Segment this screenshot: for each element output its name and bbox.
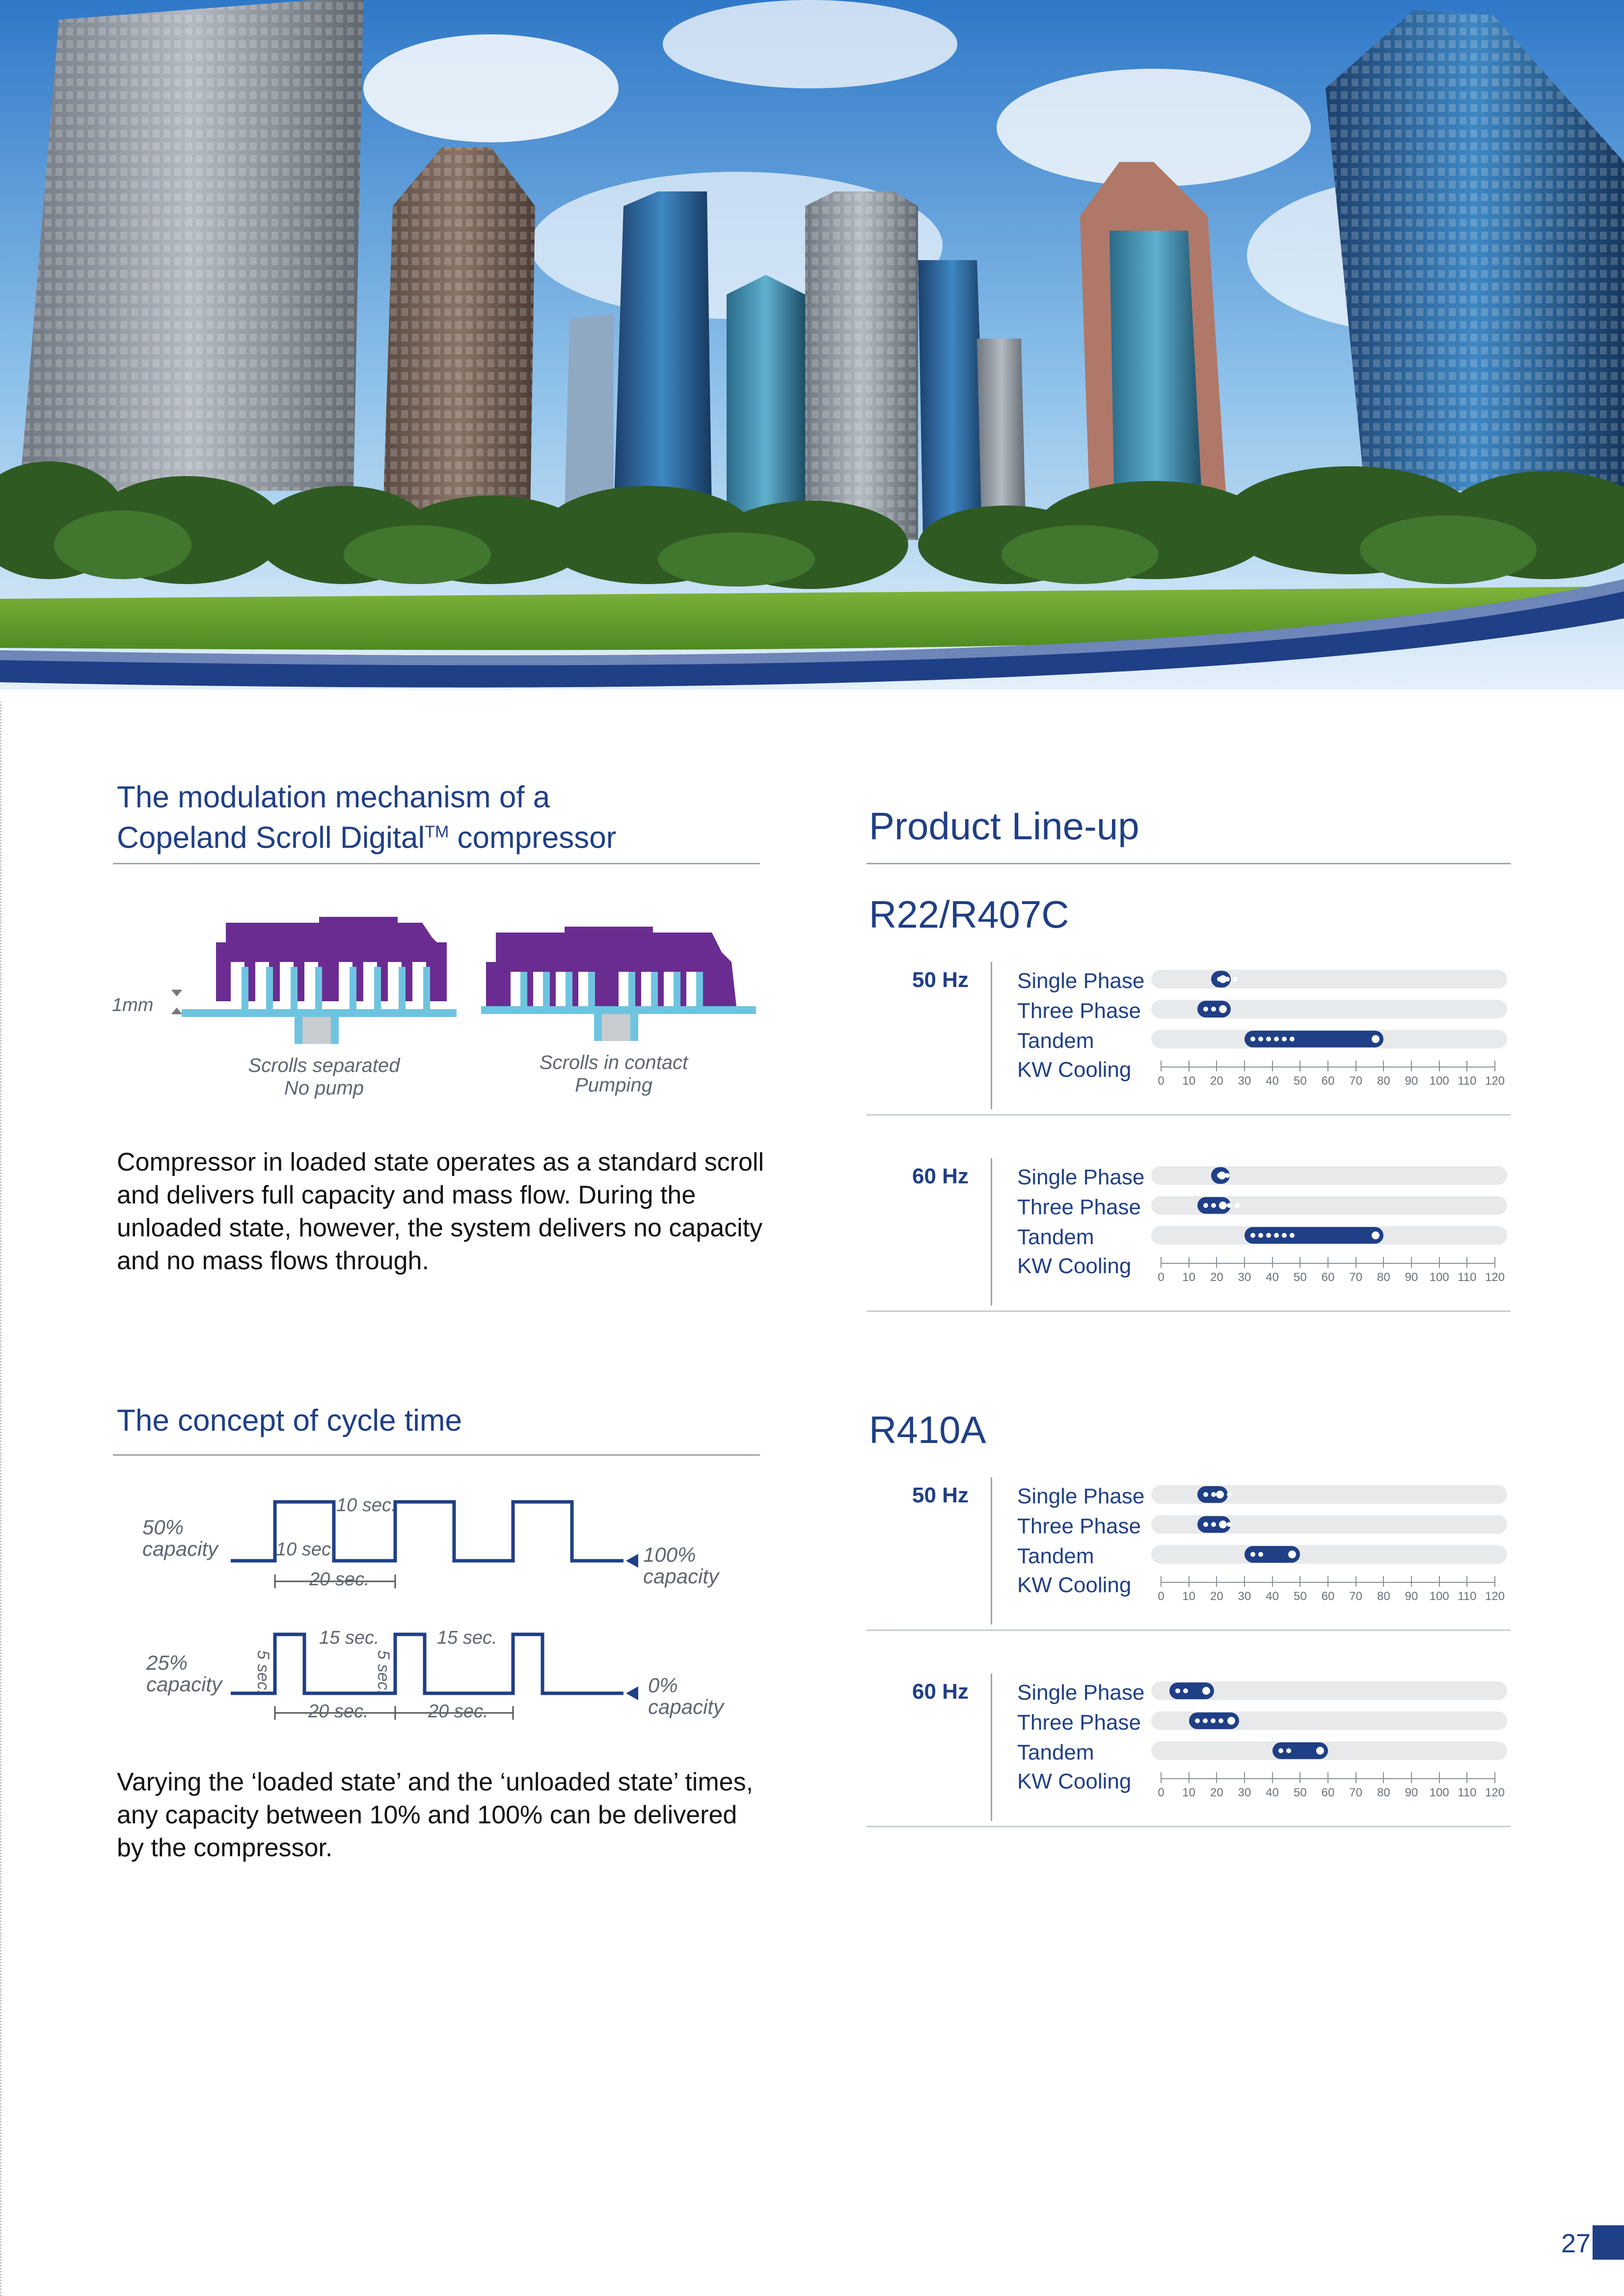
axis-tick	[1327, 1576, 1328, 1587]
capacity-range-bar	[1197, 1486, 1228, 1503]
row-label: Tandem	[1017, 1740, 1094, 1764]
capacity-dot	[1274, 1037, 1279, 1041]
axis-tick-label: 120	[1485, 1590, 1505, 1603]
capacity-range-bar	[1245, 1031, 1383, 1047]
wave2-left-label	[146, 1652, 222, 1695]
modulation-body	[117, 1146, 770, 1278]
axis-tick	[1466, 1061, 1467, 1071]
axis-tick-label: 90	[1405, 1786, 1418, 1799]
axis-tick-label: 20	[1210, 1590, 1223, 1603]
axis-tick-label: 0	[1158, 1271, 1164, 1284]
axis-tick	[1299, 1257, 1300, 1268]
axis-tick-label: 20	[1210, 1074, 1223, 1088]
axis-tick	[1466, 1576, 1467, 1587]
modulation-title-line2	[117, 815, 755, 855]
axis-tick	[1355, 1257, 1356, 1268]
axis-tick	[1299, 1772, 1300, 1783]
axis-tick-label: 80	[1377, 1590, 1390, 1603]
capacity-dot	[1250, 1233, 1255, 1238]
cycle-body-line: Varying the ‘loaded state’ and the ‘unloaded state’ times,	[117, 1768, 754, 1796]
capacity-dot	[1286, 1748, 1291, 1753]
axis-tick	[1439, 1576, 1440, 1587]
axis-tick-label: 40	[1266, 1271, 1279, 1284]
axis-label: KW Cooling	[1017, 1769, 1132, 1793]
capacity-end-dot	[1288, 1550, 1296, 1558]
cycle-rule	[113, 1454, 760, 1456]
capacity-end-dot	[1219, 975, 1227, 983]
capacity-range-bar	[1197, 1001, 1231, 1017]
trademark-sup: TM	[425, 823, 449, 841]
axis-tick	[1216, 1772, 1217, 1783]
capacity-dot	[1211, 1203, 1216, 1208]
axis-tick-label: 30	[1238, 1786, 1251, 1799]
axis-tick-label: 30	[1238, 1074, 1251, 1088]
frequency-label: 50 Hz	[912, 1483, 969, 1507]
capacity-track	[1151, 970, 1507, 988]
caption-scrolls-contact	[525, 1051, 702, 1096]
axis-tick-label: 80	[1377, 1786, 1390, 1799]
axis-tick-label: 80	[1377, 1074, 1390, 1088]
axis-tick	[1494, 1061, 1495, 1071]
axis-tick	[1327, 1061, 1328, 1071]
capacity-dot	[1274, 1233, 1279, 1238]
capacity-range-bar	[1197, 1197, 1231, 1214]
block-divider	[991, 1674, 992, 1821]
capacity-dot	[1211, 1492, 1216, 1497]
wave1-left-label	[142, 1517, 218, 1560]
row-label: Three Phase	[1017, 999, 1141, 1023]
axis-tick-label: 10	[1182, 1786, 1196, 1799]
axis-tick	[1244, 1061, 1245, 1071]
row-label: Single Phase	[1017, 1484, 1145, 1508]
capacity-dot	[1282, 1233, 1287, 1238]
axis-label: KW Cooling	[1017, 1254, 1132, 1278]
wave-25-percent	[231, 1634, 623, 1693]
block-divider	[991, 962, 992, 1109]
row-label: Tandem	[1017, 1544, 1094, 1568]
capacity-dot	[1227, 1522, 1232, 1527]
axis-tick-label: 60	[1321, 1074, 1335, 1088]
axis-tick	[1216, 1257, 1217, 1268]
caption-scrolls-separated	[236, 1054, 412, 1099]
wave2-on-a-label: 5 sec.	[254, 1650, 272, 1695]
capacity-dot	[1278, 1748, 1283, 1753]
capacity-end-dot	[1227, 1717, 1235, 1725]
row-label: Single Phase	[1017, 1165, 1145, 1189]
cycle-body-line: any capacity between 10% and 100% can be delivered	[117, 1801, 737, 1829]
wave2-period-a-label: 20 sec.	[308, 1701, 369, 1722]
page-number: 27	[1561, 2229, 1591, 2258]
row-label: Tandem	[1017, 1225, 1094, 1249]
capacity-end-dot	[1219, 1005, 1227, 1013]
axis-tick	[1272, 1772, 1273, 1783]
axis-tick-label: 40	[1266, 1786, 1279, 1799]
scroll-compressor-diagram	[108, 913, 766, 1060]
axis-tick	[1161, 1061, 1162, 1071]
frequency-label: 60 Hz	[912, 1680, 969, 1704]
axis-tick-label: 70	[1349, 1590, 1363, 1603]
capacity-dot	[1258, 1037, 1263, 1041]
capacity-dot	[1211, 1522, 1216, 1527]
axis-tick	[1189, 1061, 1190, 1071]
axis-tick	[1383, 1576, 1384, 1587]
capacity-dot	[1203, 1203, 1208, 1208]
capacity-dot	[1203, 1492, 1208, 1497]
axis-tick-label: 40	[1266, 1590, 1279, 1603]
axis-tick	[1161, 1257, 1162, 1268]
axis-tick	[1383, 1061, 1384, 1071]
capacity-dot	[1282, 1037, 1287, 1041]
row-label: Single Phase	[1017, 1681, 1145, 1705]
axis-tick-label: 20	[1210, 1271, 1223, 1284]
capacity-dot	[1227, 1203, 1232, 1208]
axis-label: KW Cooling	[1017, 1573, 1132, 1597]
wave2-off-b-label: 15 sec.	[437, 1628, 497, 1648]
scrolls-contact-figure	[481, 927, 756, 1041]
block-divider	[991, 1477, 992, 1625]
axis-tick	[1355, 1772, 1356, 1783]
capacity-end-dot	[1216, 1491, 1224, 1498]
refrigerant-title: R22/R407C	[869, 893, 1069, 936]
axis-tick-label: 60	[1321, 1786, 1335, 1799]
axis-tick	[1355, 1576, 1356, 1587]
axis-tick	[1272, 1061, 1273, 1071]
axis-tick-label: 30	[1238, 1271, 1251, 1284]
axis-tick	[1189, 1576, 1190, 1587]
axis-tick	[1439, 1061, 1440, 1071]
capacity-range-bar	[1245, 1546, 1300, 1563]
capacity-range-bar	[1211, 1167, 1230, 1184]
scrolls-separated-figure	[172, 917, 457, 1044]
modulation-rule	[113, 863, 760, 864]
wave1-left-pct: 50%	[142, 1516, 184, 1539]
row-label: Three Phase	[1017, 1514, 1141, 1538]
wave1-right-cap: capacity	[643, 1565, 719, 1588]
capacity-end-dot	[1202, 1687, 1210, 1695]
axis-tick-label: 110	[1458, 1074, 1477, 1088]
capacity-dot	[1195, 1718, 1200, 1723]
axis-tick-label: 110	[1458, 1786, 1477, 1799]
gap-label: 1mm	[112, 995, 154, 1015]
capacity-dot	[1266, 1037, 1271, 1041]
axis-tick-label: 0	[1158, 1590, 1164, 1603]
axis-tick-label: 10	[1182, 1590, 1196, 1603]
wave1-off-label: 10 sec.	[276, 1539, 336, 1560]
frequency-label: 50 Hz	[912, 968, 969, 992]
capacity-dot	[1175, 1688, 1180, 1693]
axis-tick-label: 50	[1293, 1074, 1307, 1088]
axis-tick	[1494, 1576, 1495, 1587]
axis-tick-label: 40	[1266, 1074, 1279, 1088]
block-separator	[866, 1114, 1511, 1116]
page-number-tab	[1593, 2225, 1624, 2260]
axis-tick	[1439, 1772, 1440, 1783]
capacity-dot	[1203, 1007, 1208, 1012]
axis-tick-label: 30	[1238, 1590, 1251, 1603]
axis-tick-label: 10	[1182, 1271, 1196, 1284]
axis-tick-label: 90	[1405, 1590, 1418, 1603]
row-label: Three Phase	[1017, 1195, 1141, 1219]
axis-tick-label: 70	[1349, 1271, 1363, 1284]
capacity-dot	[1290, 1233, 1295, 1238]
axis-tick	[1161, 1576, 1162, 1587]
capacity-end-dot	[1372, 1035, 1380, 1043]
axis-tick-label: 50	[1293, 1271, 1307, 1284]
modulation-title-end: compressor	[449, 821, 617, 855]
axis-tick	[1299, 1576, 1300, 1587]
frequency-label: 60 Hz	[912, 1164, 969, 1188]
axis-tick-label: 80	[1377, 1271, 1390, 1284]
wave1-period-label: 20 sec.	[309, 1569, 370, 1590]
capacity-dot	[1250, 1552, 1255, 1557]
capacity-range-bar	[1169, 1682, 1214, 1699]
capacity-dot	[1235, 1203, 1240, 1208]
lineup-rule	[866, 863, 1511, 864]
axis-tick	[1411, 1257, 1412, 1268]
axis-tick	[1327, 1257, 1328, 1268]
modulation-title	[117, 780, 755, 855]
row-label: Single Phase	[1017, 969, 1145, 993]
capacity-dot	[1203, 1718, 1208, 1723]
capacity-range-bar	[1211, 971, 1231, 988]
axis-tick-label: 120	[1485, 1074, 1505, 1088]
wave1-right-label	[643, 1544, 719, 1587]
axis-tick	[1466, 1257, 1467, 1268]
capacity-range-bar	[1272, 1742, 1328, 1759]
axis-tick	[1189, 1772, 1190, 1783]
axis-tick-label: 50	[1293, 1786, 1307, 1799]
wave2-period-b-label: 20 sec.	[428, 1701, 488, 1722]
refrigerant-title: R410A	[869, 1408, 986, 1451]
axis-tick	[1244, 1257, 1245, 1268]
modulation-body-line: and no mass flows through.	[117, 1247, 429, 1275]
modulation-body-line: Compressor in loaded state operates as a standard scroll	[117, 1148, 764, 1176]
axis-tick	[1244, 1576, 1245, 1587]
capacity-track	[1151, 1545, 1507, 1564]
axis-tick	[1189, 1257, 1190, 1268]
capacity-dot	[1258, 1233, 1263, 1238]
wave2-right-pct: 0%	[648, 1674, 678, 1697]
lineup-title: Product Line-up	[869, 804, 1139, 848]
caption-contact-line1: Scrolls in contact	[539, 1052, 688, 1073]
axis-tick	[1494, 1257, 1495, 1268]
capacity-end-dot	[1218, 1172, 1226, 1179]
capacity-end-dot	[1372, 1231, 1380, 1239]
axis-tick-label: 60	[1321, 1590, 1335, 1603]
row-label: Three Phase	[1017, 1710, 1141, 1735]
capacity-range-bar	[1197, 1516, 1231, 1533]
wave2-left-pct: 25%	[146, 1651, 188, 1674]
capacity-end-dot	[1219, 1521, 1227, 1528]
cycle-body-line: by the compressor.	[117, 1834, 333, 1862]
axis-tick-label: 120	[1485, 1271, 1505, 1284]
capacity-dot	[1250, 1037, 1255, 1041]
capacity-dot	[1233, 977, 1238, 982]
capacity-dot	[1258, 1552, 1263, 1557]
caption-contact-line2: Pumping	[575, 1074, 652, 1096]
axis-label: KW Cooling	[1017, 1058, 1132, 1082]
axis-tick	[1244, 1772, 1245, 1783]
capacity-dot	[1218, 1718, 1223, 1723]
modulation-title-line1: The modulation mechanism of a	[117, 780, 550, 814]
axis-tick-label: 110	[1458, 1271, 1477, 1284]
capacity-dot	[1183, 1688, 1188, 1693]
axis-tick	[1216, 1061, 1217, 1071]
axis-tick	[1411, 1061, 1412, 1071]
axis-tick-label: 120	[1485, 1786, 1505, 1799]
axis-tick-label: 60	[1321, 1271, 1335, 1284]
axis-tick	[1355, 1061, 1356, 1071]
wave1-on-label: 10 sec.	[336, 1495, 397, 1516]
capacity-end-dot	[1219, 1201, 1227, 1209]
axis-tick-label: 100	[1429, 1271, 1449, 1284]
modulation-title-text: Copeland Scroll Digital	[117, 821, 425, 855]
axis-tick-label: 0	[1158, 1786, 1164, 1799]
modulation-body-line: unloaded state, however, the system delivers no capacity	[117, 1214, 763, 1242]
axis-tick-label: 100	[1429, 1074, 1449, 1088]
city-skyline-image	[0, 0, 1624, 702]
axis-tick-label: 0	[1158, 1074, 1164, 1088]
capacity-dot	[1211, 1718, 1216, 1723]
block-separator	[866, 1826, 1511, 1827]
axis-tick	[1299, 1061, 1300, 1071]
block-separator	[866, 1629, 1511, 1631]
capacity-dot	[1203, 1522, 1208, 1527]
axis-tick-label: 90	[1405, 1074, 1418, 1088]
axis-tick	[1494, 1772, 1495, 1783]
capacity-dot	[1290, 1037, 1295, 1041]
axis-tick	[1272, 1257, 1273, 1268]
modulation-body-line: and delivers full capacity and mass flow. During the	[117, 1181, 696, 1209]
axis-tick	[1466, 1772, 1467, 1783]
axis-tick	[1272, 1576, 1273, 1587]
cycle-body	[117, 1766, 770, 1865]
axis-tick	[1411, 1576, 1412, 1587]
axis-tick-label: 70	[1349, 1786, 1363, 1799]
wave2-on-b-label: 5 sec.	[374, 1650, 393, 1695]
axis-tick-label: 70	[1349, 1074, 1363, 1088]
axis-tick	[1383, 1257, 1384, 1268]
capacity-track	[1151, 1166, 1507, 1185]
wave2-off-a-label: 15 sec.	[319, 1628, 379, 1648]
wave2-left-cap: capacity	[146, 1673, 222, 1696]
axis-tick-label: 100	[1429, 1590, 1449, 1603]
capacity-range-bar	[1189, 1712, 1239, 1729]
axis-tick	[1411, 1772, 1412, 1783]
caption-separated-line1: Scrolls separated	[248, 1055, 400, 1076]
caption-separated-line2: No pump	[284, 1077, 364, 1099]
axis-tick-label: 100	[1429, 1786, 1449, 1799]
axis-tick	[1327, 1772, 1328, 1783]
axis-tick	[1216, 1576, 1217, 1587]
row-label: Tandem	[1017, 1029, 1094, 1053]
capacity-end-dot	[1316, 1747, 1324, 1755]
block-separator	[866, 1310, 1511, 1312]
capacity-dot	[1266, 1233, 1271, 1238]
axis-tick-label: 20	[1210, 1786, 1223, 1799]
axis-tick	[1161, 1772, 1162, 1783]
axis-tick-label: 50	[1293, 1590, 1307, 1603]
wave2-right-label	[648, 1675, 724, 1718]
cycle-title: The concept of cycle time	[117, 1404, 462, 1438]
capacity-track	[1151, 1741, 1507, 1760]
axis-tick-label: 90	[1405, 1271, 1418, 1284]
axis-tick-label: 110	[1458, 1590, 1477, 1603]
wave1-right-pct: 100%	[643, 1543, 696, 1566]
axis-tick	[1439, 1257, 1440, 1268]
capacity-dot	[1211, 1007, 1216, 1012]
capacity-range-bar	[1245, 1227, 1383, 1244]
block-divider	[991, 1158, 992, 1306]
axis-tick-label: 10	[1182, 1074, 1196, 1088]
wave2-right-cap: capacity	[648, 1695, 724, 1718]
capacity-dot	[1227, 1492, 1232, 1497]
wave1-left-cap: capacity	[142, 1537, 218, 1560]
axis-tick	[1383, 1772, 1384, 1783]
